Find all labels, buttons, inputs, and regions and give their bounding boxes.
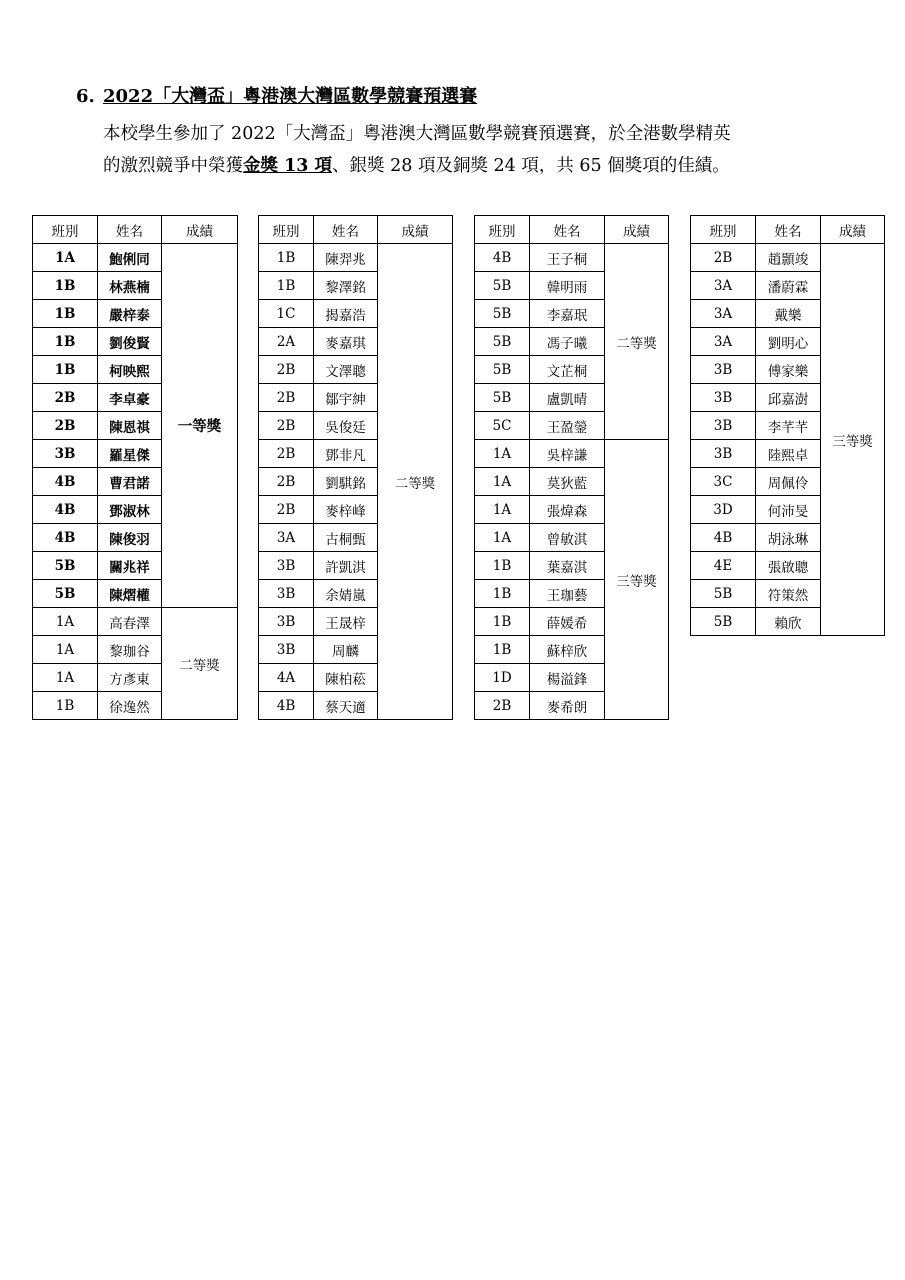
class-cell: 1B: [475, 636, 530, 664]
name-cell: 余婧嵐: [314, 580, 378, 608]
class-cell: 1B: [33, 328, 98, 356]
class-cell: 1A: [33, 636, 98, 664]
class-cell: 5B: [475, 384, 530, 412]
name-cell: 陸熙卓: [756, 440, 821, 468]
name-cell: 馮子曦: [530, 328, 605, 356]
class-cell: 1A: [475, 496, 530, 524]
results-table-2: [258, 215, 453, 720]
class-cell: 2B: [259, 412, 314, 440]
name-cell: 嚴梓泰: [98, 300, 162, 328]
name-cell: 文澤聰: [314, 356, 378, 384]
class-cell: 1B: [33, 356, 98, 384]
name-cell: 王晟梓: [314, 608, 378, 636]
name-cell: 戴樂: [756, 300, 821, 328]
class-cell: 5C: [475, 412, 530, 440]
class-cell: 5B: [475, 272, 530, 300]
class-cell: 1A: [33, 664, 98, 692]
class-cell: 1B: [475, 552, 530, 580]
name-cell: 鄧非凡: [314, 440, 378, 468]
class-cell: 1A: [33, 608, 98, 636]
header-grade: 成績: [605, 216, 669, 244]
name-cell: 羅星傑: [98, 440, 162, 468]
name-cell: 薛媛希: [530, 608, 605, 636]
name-cell: 劉騏銘: [314, 468, 378, 496]
name-cell: 揭嘉浩: [314, 300, 378, 328]
name-cell: 王子桐: [530, 244, 605, 272]
paragraph-text: 的激烈競爭中榮獲: [103, 156, 243, 176]
results-table-4: [690, 215, 885, 636]
class-cell: 1B: [33, 272, 98, 300]
class-cell: 3A: [691, 328, 756, 356]
table-row: [691, 244, 885, 272]
name-cell: 陳俊羽: [98, 524, 162, 552]
header-class: 班別: [475, 216, 530, 244]
section-heading: [76, 84, 477, 110]
name-cell: 王盈鎣: [530, 412, 605, 440]
class-cell: 5B: [475, 356, 530, 384]
name-cell: 胡泳琳: [756, 524, 821, 552]
header-grade: 成績: [821, 216, 885, 244]
class-cell: 5B: [475, 328, 530, 356]
class-cell: 2A: [259, 328, 314, 356]
class-cell: 3D: [691, 496, 756, 524]
class-cell: 1B: [33, 300, 98, 328]
name-cell: 關兆祥: [98, 552, 162, 580]
header-grade: 成績: [162, 216, 238, 244]
class-cell: 3B: [259, 608, 314, 636]
table-row: [33, 608, 238, 636]
paragraph-line-1: 本校學生參加了 2022「大灣盃」粵港澳大灣區數學競賽預選賽，於全港數學精英: [103, 124, 731, 144]
name-cell: 黎珈谷: [98, 636, 162, 664]
name-cell: 潘蔚霖: [756, 272, 821, 300]
class-cell: 5B: [475, 300, 530, 328]
paragraph-line-2: [103, 150, 863, 182]
class-cell: 3B: [691, 412, 756, 440]
name-cell: 蔡天適: [314, 692, 378, 720]
class-cell: 5B: [33, 552, 98, 580]
class-cell: 1A: [475, 440, 530, 468]
class-cell: 5B: [33, 580, 98, 608]
class-cell: 2B: [259, 384, 314, 412]
name-cell: 曾敏淇: [530, 524, 605, 552]
class-cell: 3B: [259, 636, 314, 664]
name-cell: 趙顥竣: [756, 244, 821, 272]
class-cell: 1B: [475, 608, 530, 636]
header-grade: 成績: [378, 216, 453, 244]
name-cell: 李嘉珉: [530, 300, 605, 328]
class-cell: 4B: [33, 524, 98, 552]
class-cell: 2B: [259, 356, 314, 384]
table-row: [33, 244, 238, 272]
class-cell: 3A: [691, 300, 756, 328]
name-cell: 蘇梓欣: [530, 636, 605, 664]
class-cell: 2B: [259, 468, 314, 496]
name-cell: 陳羿兆: [314, 244, 378, 272]
class-cell: 1A: [475, 524, 530, 552]
name-cell: 文芷桐: [530, 356, 605, 384]
name-cell: 高春澤: [98, 608, 162, 636]
class-cell: 1A: [475, 468, 530, 496]
name-cell: 韓明雨: [530, 272, 605, 300]
class-cell: 4B: [691, 524, 756, 552]
class-cell: 4A: [259, 664, 314, 692]
table-row: [475, 440, 669, 468]
name-cell: 楊溢鋒: [530, 664, 605, 692]
grade-cell: 三等獎: [605, 440, 669, 720]
name-cell: 周麟: [314, 636, 378, 664]
results-table-1: [32, 215, 238, 720]
name-cell: 鄒宇紳: [314, 384, 378, 412]
name-cell: 鮑俐同: [98, 244, 162, 272]
name-cell: 方彥東: [98, 664, 162, 692]
header-name: 姓名: [756, 216, 821, 244]
class-cell: 5B: [691, 608, 756, 636]
name-cell: 葉嘉淇: [530, 552, 605, 580]
name-cell: 柯映熙: [98, 356, 162, 384]
class-cell: 1C: [259, 300, 314, 328]
name-cell: 吳俊廷: [314, 412, 378, 440]
name-cell: 曹君諾: [98, 468, 162, 496]
name-cell: 吳梓謙: [530, 440, 605, 468]
class-cell: 4B: [259, 692, 314, 720]
class-cell: 3B: [33, 440, 98, 468]
grade-cell: 二等獎: [378, 244, 453, 720]
name-cell: 劉明心: [756, 328, 821, 356]
class-cell: 3B: [691, 384, 756, 412]
name-cell: 古桐甄: [314, 524, 378, 552]
name-cell: 陳柏菘: [314, 664, 378, 692]
name-cell: 張啟聰: [756, 552, 821, 580]
header-class: 班別: [33, 216, 98, 244]
name-cell: 李芊芊: [756, 412, 821, 440]
class-cell: 1B: [259, 272, 314, 300]
name-cell: 李卓豪: [98, 384, 162, 412]
name-cell: 麥嘉琪: [314, 328, 378, 356]
table-row: [475, 244, 669, 272]
class-cell: 1B: [475, 580, 530, 608]
name-cell: 陳熠權: [98, 580, 162, 608]
class-cell: 2B: [33, 384, 98, 412]
class-cell: 3B: [691, 356, 756, 384]
class-cell: 4B: [33, 496, 98, 524]
grade-cell: 一等獎: [162, 244, 238, 608]
grade-cell: 三等獎: [821, 244, 885, 636]
class-cell: 5B: [691, 580, 756, 608]
class-cell: 4B: [33, 468, 98, 496]
section-number: 6.: [76, 86, 95, 107]
header-name: 姓名: [98, 216, 162, 244]
class-cell: 1B: [259, 244, 314, 272]
header-name: 姓名: [530, 216, 605, 244]
class-cell: 3B: [259, 552, 314, 580]
class-cell: 3B: [259, 580, 314, 608]
name-cell: 鄧淑林: [98, 496, 162, 524]
name-cell: 傅家樂: [756, 356, 821, 384]
table-row: [259, 244, 453, 272]
name-cell: 邱嘉澍: [756, 384, 821, 412]
class-cell: 4E: [691, 552, 756, 580]
name-cell: 劉俊賢: [98, 328, 162, 356]
class-cell: 2B: [259, 440, 314, 468]
grade-cell: 二等獎: [162, 608, 238, 720]
name-cell: 黎澤銘: [314, 272, 378, 300]
header-class: 班別: [691, 216, 756, 244]
class-cell: 3C: [691, 468, 756, 496]
paragraph-text: 、銀獎 28 項及銅獎 24 項，共 65 個獎項的佳績。: [332, 156, 730, 176]
name-cell: 許凱淇: [314, 552, 378, 580]
class-cell: 1D: [475, 664, 530, 692]
intro-paragraph: [103, 118, 863, 182]
results-table-3: [474, 215, 669, 720]
header-name: 姓名: [314, 216, 378, 244]
name-cell: 莫狄藍: [530, 468, 605, 496]
class-cell: 2B: [475, 692, 530, 720]
gold-award-count: 金獎 13 項: [243, 156, 333, 176]
class-cell: 2B: [691, 244, 756, 272]
name-cell: 林燕楠: [98, 272, 162, 300]
name-cell: 周佩伶: [756, 468, 821, 496]
name-cell: 陳恩祺: [98, 412, 162, 440]
class-cell: 4B: [475, 244, 530, 272]
header-class: 班別: [259, 216, 314, 244]
name-cell: 盧凱晴: [530, 384, 605, 412]
name-cell: 王珈藝: [530, 580, 605, 608]
name-cell: 麥希朗: [530, 692, 605, 720]
class-cell: 3A: [691, 272, 756, 300]
section-title: 2022「大灣盃」粵港澳大灣區數學競賽預選賽: [103, 86, 478, 107]
name-cell: 麥梓峰: [314, 496, 378, 524]
name-cell: 何沛旻: [756, 496, 821, 524]
class-cell: 1B: [33, 692, 98, 720]
class-cell: 1A: [33, 244, 98, 272]
class-cell: 2B: [259, 496, 314, 524]
class-cell: 3B: [691, 440, 756, 468]
name-cell: 徐逸然: [98, 692, 162, 720]
class-cell: 3A: [259, 524, 314, 552]
name-cell: 賴欣: [756, 608, 821, 636]
name-cell: 張煒森: [530, 496, 605, 524]
class-cell: 2B: [33, 412, 98, 440]
name-cell: 符策然: [756, 580, 821, 608]
grade-cell: 二等獎: [605, 244, 669, 440]
